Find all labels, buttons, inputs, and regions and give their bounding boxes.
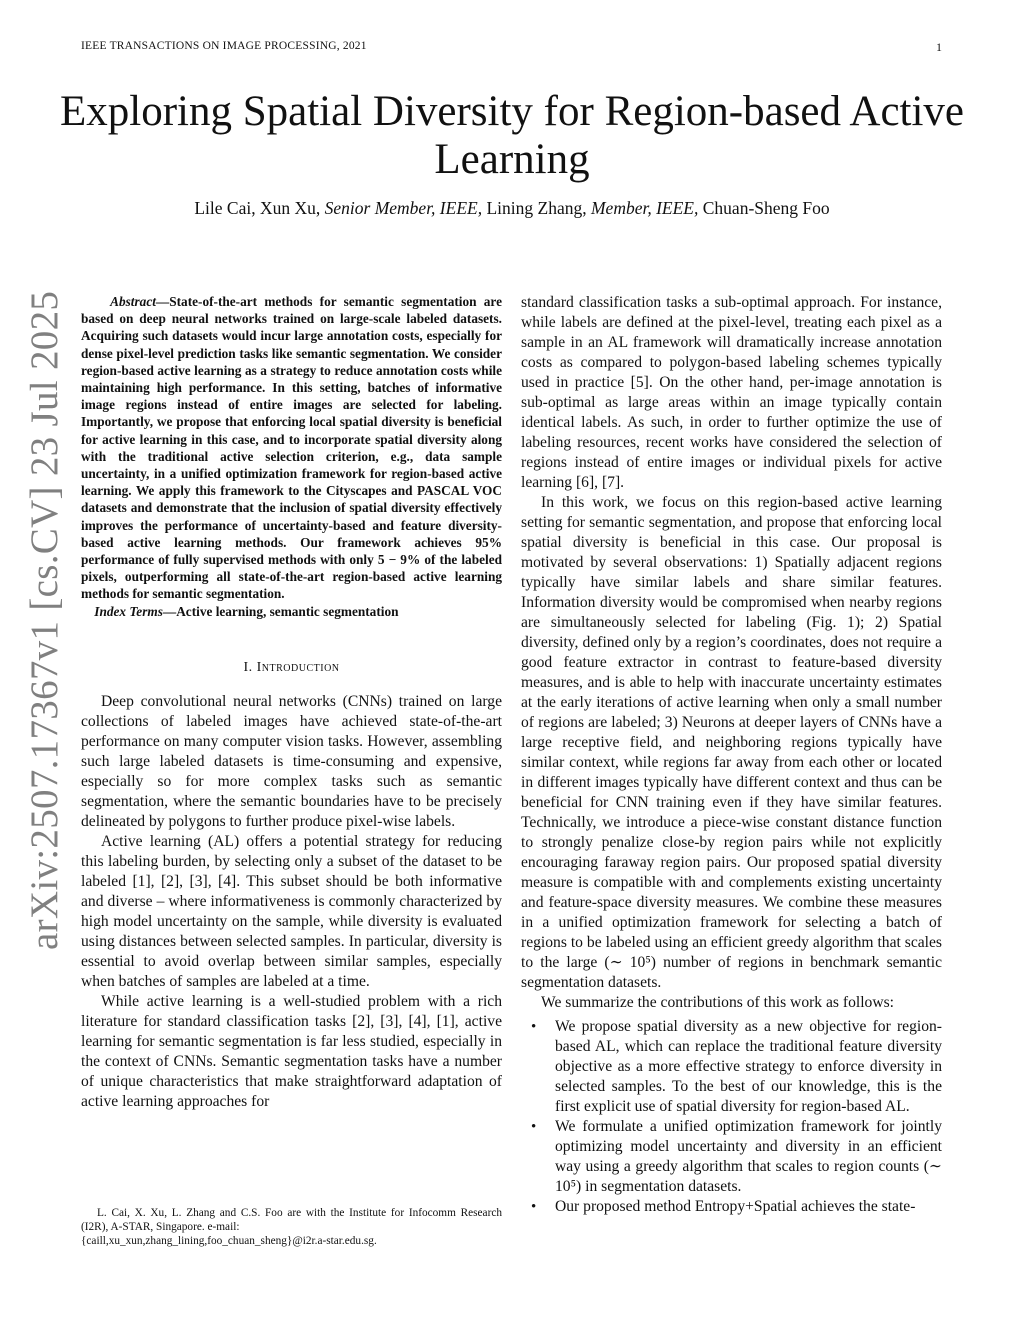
- list-item: • Our proposed method Entropy+Spatial achieves the state-: [521, 1197, 942, 1217]
- section-title: Introduction: [256, 659, 340, 675]
- page-number: 1: [936, 40, 942, 54]
- author-2: Lining Zhang,: [482, 198, 591, 218]
- paragraph-1: Deep convolutional neural networks (CNNs) trained on large collections of labeled images have achieved state-of-the-art performance on many computer vision tasks. However, assembling such large labeled datasets is time-consuming and expensive, especially so for more complex tasks such as semantic segmentation, where the semantic boundaries have to be precisely delineated by polygons to further produce pixel-wise labels.: [81, 692, 502, 830]
- section-number: I.: [243, 659, 257, 675]
- paragraph-6: We summarize the contributions of this work as follows:: [541, 994, 895, 1011]
- paragraph-5: In this work, we focus on this region-based active learning setting for semantic segmentation, and propose that enforcing local spatial diversity is beneficial in this case. Our proposal is motivated by several observations: 1) Spatially adjacent regions typically have similar labels and share similar features. Information diversity would be compromised when nearby regions are simultaneously selected for labeling (Fig. 1); 2) Spatial diversity, defined only by a region’s coordinates, does not require a good feature extractor in contrast to feature-based diversity measures, and is able to help with inaccurate uncertainty estimates at the early iterations of active learning when only a small number of regions are labeled; 3) Neurons at deeper layers of CNNs have a large receptive field, and neighboring regions typically have similar context, while regions far away from each other or located in different images typically have different context and thus can be beneficial for CNN training even if they have similar features. Technically, we introduce a piece-wise constant distance function to strongly penalize close-by region pairs while not explicitly encouraging faraway region pairs. Our proposed spatial diversity measure is compatible with and complements existing uncertainty and feature-space diversity measures. We combine these measures in a unified optimization framework for selecting a batch of regions to be labeled using an efficient greedy algorithm that scales to the large (∼ 10⁵) number of regions in benchmark semantic segmentation datasets.: [521, 494, 942, 991]
- paragraph-3: While active learning is a well-studied problem with a rich literature for standard classification tasks [2], [3], [4], [1], active learning for semantic segmentation is far less studied, especially in the context of CNNs. Semantic segmentation tasks have a number of unique characteristics that make straightforward adaptation of active learning approaches for: [81, 992, 502, 1110]
- index-terms: [81, 603, 502, 620]
- paper-title: [60, 88, 964, 184]
- paragraph-2: Active learning (AL) offers a potential strategy for reducing this labeling burden, by selecting only a subset of the dataset to be labeled [1], [2], [3], [4]. This subset should be both informative and diverse – where informativeness is commonly characterized by high model uncertainty on the sample, while diversity is evaluated using distances between selected samples. In particular, diversity is essential to avoid overlap between similar samples, especially when batches of samples are labeled at a time.: [81, 832, 502, 990]
- left-column: [81, 293, 502, 1112]
- footnote: [81, 1206, 502, 1248]
- contribution-list: [521, 1017, 942, 1217]
- footnote-line-1: L. Cai, X. Xu, L. Zhang and C.S. Foo are with the Institute for Infocomm Research (I2R), A-STAR, Singapore. e-mail:: [81, 1207, 502, 1233]
- author-1: Lile Cai, Xun Xu,: [194, 198, 325, 218]
- title-line-2: Learning: [434, 136, 590, 183]
- footnote-email: {caill,xu_xun,zhang_lining,foo_chuan_sheng}@i2r.a-star.edu.sg.: [81, 1235, 377, 1247]
- list-item: • We formulate a unified optimization framework for jointly optimizing model uncertainty and diversity in an efficient way using a greedy algorithm that scales to region counts (∼ 10⁵) in segmentation datasets.: [521, 1117, 942, 1197]
- arxiv-watermark: arXiv:2507.17367v1 [cs.CV] 23 Jul 2025: [23, 290, 66, 950]
- paragraph-4: standard classification tasks a sub-optimal approach. For instance, while labels are defined at the pixel-level, treating each pixel as a sample in an AL framework will dramatically increase annotation costs as compared to polygon-based labeling schemes typically used in practice [5]. On the other hand, per-image annotation is sub-optimal as large areas within an image typically contain identical labels. As such, in order to further optimize the use of labeling resources, recent works have considered the selection of regions instead of entire images or individual pixels for active learning [6], [7].: [521, 294, 942, 491]
- abstract: [81, 293, 502, 603]
- author-1-role: Senior Member, IEEE,: [324, 198, 483, 218]
- right-column: [521, 293, 942, 1217]
- index-terms-label: Index Terms: [94, 603, 163, 619]
- author-3: Chuan-Sheng Foo: [698, 198, 830, 218]
- index-terms-text: —Active learning, semantic segmentation: [162, 603, 399, 619]
- section-heading: [81, 658, 502, 678]
- abstract-text: —State-of-the-art methods for semantic segmentation are based on deep neural networks trained on large-scale labeled datasets. Acquiring such datasets would incur large annotation costs, especially for dense pixel-level prediction tasks like semantic segmentation. We consider region-based active learning as a strategy to reduce annotation costs while maintaining high performance. In this setting, batches of informative image regions instead of entire images are selected for labeling. Importantly, we propose that enforcing local spatial diversity is beneficial for active learning in this case, and to incorporate spatial diversity along with the traditional active selection criterion, e.g., data sample uncertainty, in a unified optimization framework for region-based active learning. We apply this framework to the Cityscapes and PASCAL VOC datasets and demonstrate that the inclusion of spatial diversity effectively improves the performance of uncertainty-based and feature diversity-based active learning methods. Our framework achieves 95% performance of fully supervised methods with only 5 − 9% of the labeled pixels, outperforming all state-of-the-art region-based active learning methods for semantic segmentation.: [81, 294, 502, 602]
- title-line-1: Exploring Spatial Diversity for Region-based Active: [60, 88, 965, 135]
- running-header: IEEE TRANSACTIONS ON IMAGE PROCESSING, 2021: [81, 40, 367, 52]
- list-item: • We propose spatial diversity as a new objective for region-based AL, which can replace the traditional feature diversity objective as a more effective strategy to enforce diversity in selected samples. To the best of our knowledge, this is the first explicit use of spatial diversity for region-based AL.: [521, 1017, 942, 1117]
- abstract-label: Abstract: [110, 294, 156, 309]
- author-line: [60, 198, 964, 219]
- author-2-role: Member, IEEE,: [590, 198, 699, 218]
